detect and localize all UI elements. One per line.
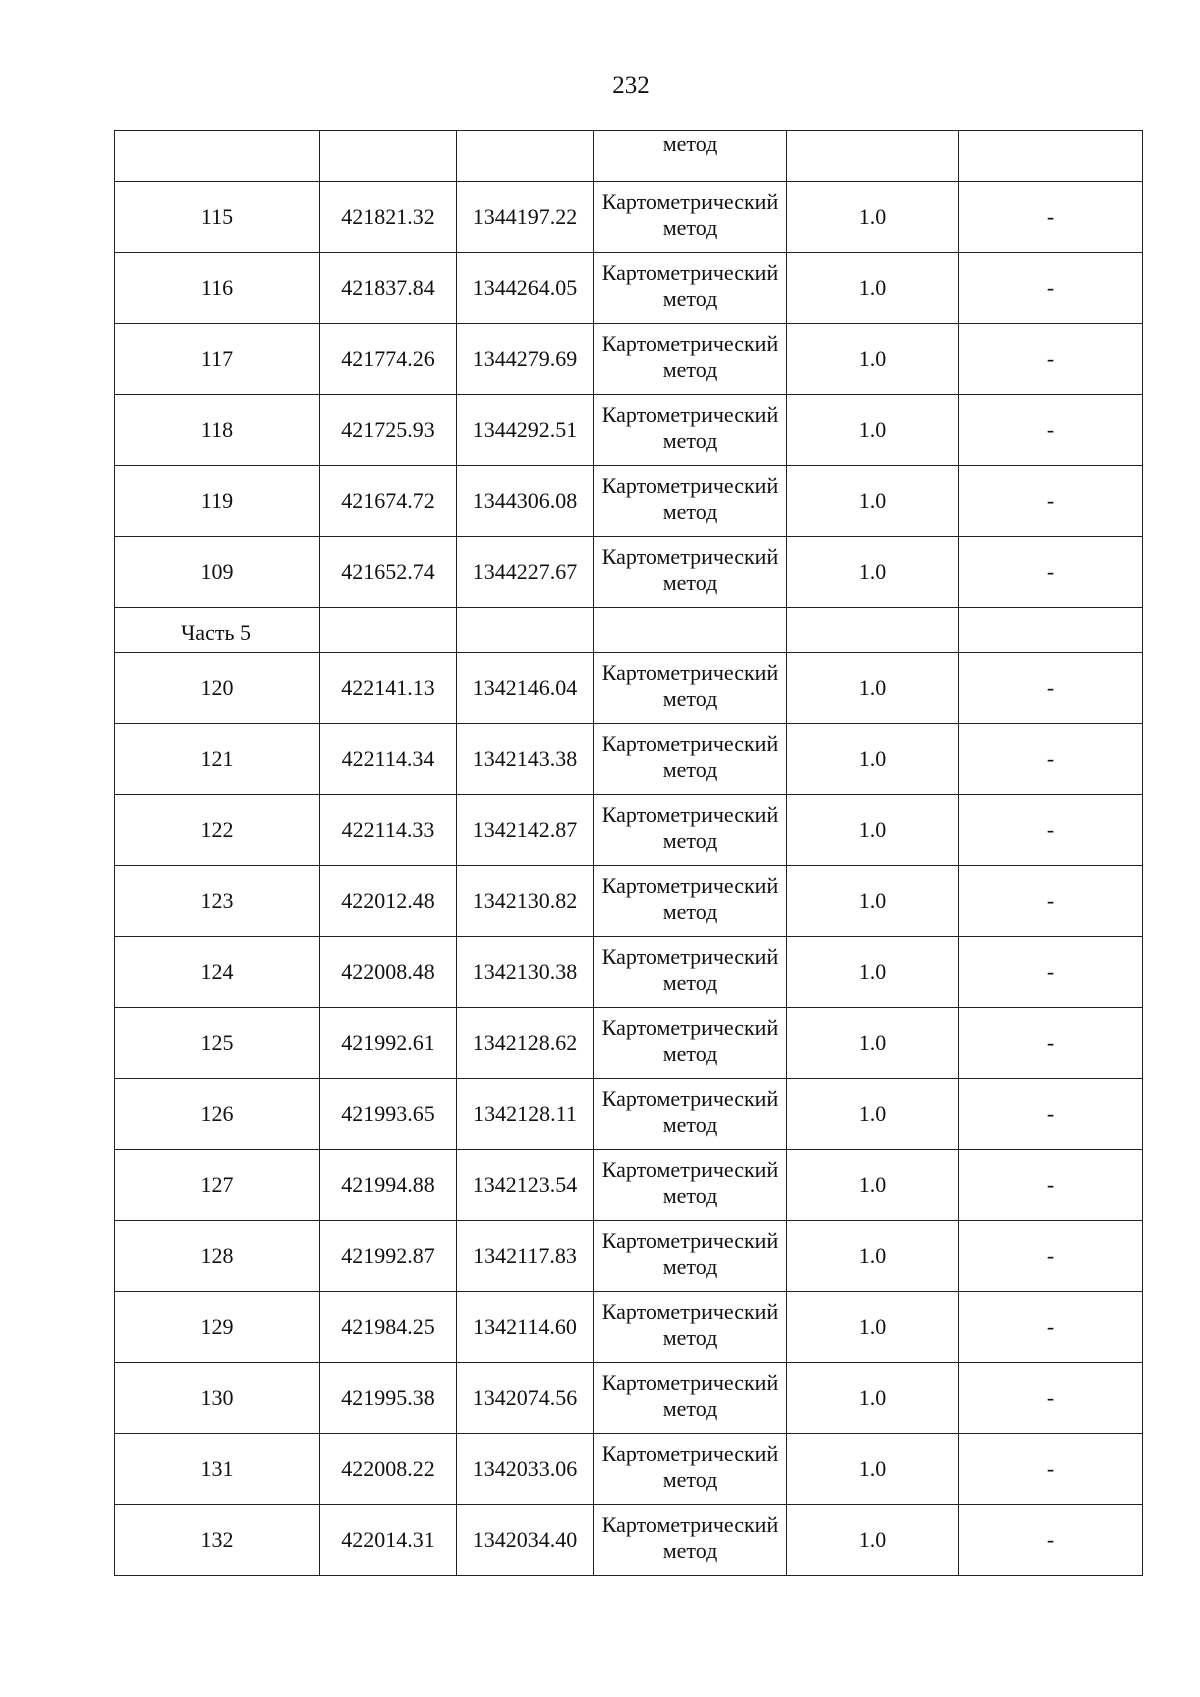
cell-accuracy: 1.0: [787, 1008, 959, 1079]
cell-description: -: [959, 537, 1143, 608]
table-row: [115, 1221, 1143, 1292]
cell-x: 421994.88: [320, 1150, 457, 1221]
cell-description: -: [959, 653, 1143, 724]
table-row: [115, 324, 1143, 395]
cell-point: 129: [115, 1292, 320, 1363]
cell-y: 1344227.67: [457, 537, 594, 608]
method-line-2: метод: [662, 757, 718, 782]
cell-accuracy: 1.0: [787, 395, 959, 466]
cell-description: -: [959, 1505, 1143, 1576]
cell-description: -: [959, 253, 1143, 324]
cell-method: [594, 395, 787, 466]
table-row: [115, 1150, 1143, 1221]
cell-method: [594, 1008, 787, 1079]
cell-point: 121: [115, 724, 320, 795]
method-line-1: Картометрический: [601, 1370, 779, 1395]
method-line-1: Картометрический: [601, 1015, 779, 1040]
cell-point: 127: [115, 1150, 320, 1221]
cell-accuracy: 1.0: [787, 253, 959, 324]
cell-y: 1342130.38: [457, 937, 594, 1008]
cell-x: 422114.33: [320, 795, 457, 866]
cell-x: 422141.13: [320, 653, 457, 724]
cell-y: 1342034.40: [457, 1505, 594, 1576]
cell-y: [457, 131, 594, 182]
cell-point: 128: [115, 1221, 320, 1292]
cell-x: [320, 131, 457, 182]
cell-x: 421774.26: [320, 324, 457, 395]
method-line-1: Картометрический: [601, 1086, 779, 1111]
cell-y: 1344197.22: [457, 182, 594, 253]
cell-method: [594, 1221, 787, 1292]
cell-point: 132: [115, 1505, 320, 1576]
method-line-1: Картометрический: [601, 944, 779, 969]
method-line-1: Картометрический: [601, 1228, 779, 1253]
cell-method: [594, 937, 787, 1008]
method-line-2: метод: [662, 1325, 718, 1350]
table-row: [115, 395, 1143, 466]
cell-description: -: [959, 866, 1143, 937]
cell-point: [115, 131, 320, 182]
method-line-1: Картометрический: [601, 260, 779, 285]
cell-y: 1342123.54: [457, 1150, 594, 1221]
cell-method: [594, 608, 787, 653]
cell-description: -: [959, 1292, 1143, 1363]
method-line-2: метод: [662, 1112, 718, 1137]
cell-y: [457, 608, 594, 653]
table-row: [115, 253, 1143, 324]
cell-description: -: [959, 395, 1143, 466]
table-row: [115, 653, 1143, 724]
cell-description: [959, 131, 1143, 182]
cell-y: 1344264.05: [457, 253, 594, 324]
cell-accuracy: 1.0: [787, 1079, 959, 1150]
cell-point: 120: [115, 653, 320, 724]
table-row: [115, 724, 1143, 795]
cell-method: [594, 724, 787, 795]
cell-point: 130: [115, 1363, 320, 1434]
table-row: [115, 1079, 1143, 1150]
cell-accuracy: 1.0: [787, 1434, 959, 1505]
cell-method: [594, 1363, 787, 1434]
coordinates-table-body: [115, 131, 1143, 1576]
method-line-1: Картометрический: [601, 731, 779, 756]
cell-x: 422008.22: [320, 1434, 457, 1505]
method-line-1: Картометрический: [601, 660, 779, 685]
cell-accuracy: 1.0: [787, 866, 959, 937]
cell-x: 421725.93: [320, 395, 457, 466]
cell-accuracy: 1.0: [787, 1363, 959, 1434]
method-line-2: метод: [662, 1538, 718, 1563]
cell-description: -: [959, 1221, 1143, 1292]
cell-accuracy: 1.0: [787, 795, 959, 866]
table-row: [115, 1008, 1143, 1079]
method-line-1: Картометрический: [601, 802, 779, 827]
cell-y: 1342146.04: [457, 653, 594, 724]
cell-method: [594, 653, 787, 724]
cell-point: 123: [115, 866, 320, 937]
cell-description: [959, 608, 1143, 653]
cell-accuracy: [787, 608, 959, 653]
cell-description: -: [959, 724, 1143, 795]
cell-point: 116: [115, 253, 320, 324]
cell-point: 131: [115, 1434, 320, 1505]
cell-x: 422114.34: [320, 724, 457, 795]
method-line-2: метод: [662, 970, 718, 995]
method-line-2: метод: [662, 286, 718, 311]
method-line-2: метод: [662, 1041, 718, 1066]
table-row: [115, 466, 1143, 537]
cell-x: 422008.48: [320, 937, 457, 1008]
table-row: [115, 1434, 1143, 1505]
method-line-2: метод: [662, 570, 718, 595]
method-line-1: Картометрический: [601, 473, 779, 498]
cell-accuracy: 1.0: [787, 1505, 959, 1576]
cell-point: 119: [115, 466, 320, 537]
cell-x: 421652.74: [320, 537, 457, 608]
cell-y: 1344292.51: [457, 395, 594, 466]
table-row: [115, 1292, 1143, 1363]
cell-method: [594, 866, 787, 937]
method-line-1: Картометрический: [601, 331, 779, 356]
method-line-1: Картометрический: [601, 1157, 779, 1182]
cell-y: 1344279.69: [457, 324, 594, 395]
cell-method: [594, 1150, 787, 1221]
method-line-1: Картометрический: [601, 873, 779, 898]
method-line-1: Картометрический: [601, 189, 779, 214]
cell-point: 109: [115, 537, 320, 608]
method-line-2: метод: [662, 499, 718, 524]
part-header-row: [115, 608, 1143, 653]
cell-y: 1342117.83: [457, 1221, 594, 1292]
method-line-2: метод: [662, 828, 718, 853]
cell-accuracy: 1.0: [787, 937, 959, 1008]
cell-x: 422014.31: [320, 1505, 457, 1576]
method-line-2: метод: [662, 1183, 718, 1208]
cell-accuracy: 1.0: [787, 1292, 959, 1363]
cell-description: -: [959, 1150, 1143, 1221]
cell-x: [320, 608, 457, 653]
cell-x: 421984.25: [320, 1292, 457, 1363]
cell-method: метод: [594, 131, 787, 182]
cell-x: 421674.72: [320, 466, 457, 537]
cell-method: [594, 1505, 787, 1576]
cell-description: -: [959, 324, 1143, 395]
method-line-1: Картометрический: [601, 402, 779, 427]
cell-description: -: [959, 795, 1143, 866]
cell-description: -: [959, 182, 1143, 253]
cell-point: 117: [115, 324, 320, 395]
cell-x: 421821.32: [320, 182, 457, 253]
part-label: Часть 5: [115, 608, 320, 653]
cell-method: [594, 253, 787, 324]
method-line-1: Картометрический: [601, 1299, 779, 1324]
table-row: [115, 537, 1143, 608]
cell-point: 118: [115, 395, 320, 466]
method-line-2: метод: [662, 357, 718, 382]
cell-x: 421837.84: [320, 253, 457, 324]
cell-accuracy: [787, 131, 959, 182]
cell-y: 1342114.60: [457, 1292, 594, 1363]
method-line-2: метод: [662, 899, 718, 924]
cell-point: 124: [115, 937, 320, 1008]
cell-method: [594, 537, 787, 608]
cell-accuracy: 1.0: [787, 324, 959, 395]
cell-accuracy: 1.0: [787, 1150, 959, 1221]
cell-method: [594, 182, 787, 253]
cell-accuracy: 1.0: [787, 724, 959, 795]
cell-method: [594, 1079, 787, 1150]
cell-x: 421992.87: [320, 1221, 457, 1292]
continuation-row: [115, 131, 1143, 182]
table-row: [115, 1505, 1143, 1576]
page-number: 232: [612, 72, 650, 99]
cell-y: 1342143.38: [457, 724, 594, 795]
cell-description: -: [959, 937, 1143, 1008]
table-row: [115, 937, 1143, 1008]
cell-description: -: [959, 1434, 1143, 1505]
cell-y: 1342142.87: [457, 795, 594, 866]
cell-x: 422012.48: [320, 866, 457, 937]
coordinates-table: [114, 130, 1143, 1576]
table-row: [115, 182, 1143, 253]
cell-method: [594, 1434, 787, 1505]
method-line-1: Картометрический: [601, 544, 779, 569]
cell-accuracy: 1.0: [787, 182, 959, 253]
cell-description: -: [959, 1363, 1143, 1434]
cell-point: 122: [115, 795, 320, 866]
method-line-2: метод: [662, 1254, 718, 1279]
cell-description: -: [959, 1008, 1143, 1079]
cell-method: [594, 1292, 787, 1363]
method-line-2: метод: [662, 1467, 718, 1492]
cell-y: 1342128.11: [457, 1079, 594, 1150]
cell-y: 1342074.56: [457, 1363, 594, 1434]
cell-point: 125: [115, 1008, 320, 1079]
cell-x: 421992.61: [320, 1008, 457, 1079]
table-row: [115, 1363, 1143, 1434]
cell-method: [594, 795, 787, 866]
cell-point: 115: [115, 182, 320, 253]
cell-accuracy: 1.0: [787, 1221, 959, 1292]
cell-description: -: [959, 466, 1143, 537]
cell-accuracy: 1.0: [787, 537, 959, 608]
cell-y: 1344306.08: [457, 466, 594, 537]
method-line-2: метод: [662, 686, 718, 711]
method-line-2: метод: [662, 428, 718, 453]
cell-accuracy: 1.0: [787, 653, 959, 724]
method-line-2: метод: [662, 1396, 718, 1421]
method-line-1: Картометрический: [601, 1512, 779, 1537]
cell-method: [594, 324, 787, 395]
cell-x: 421993.65: [320, 1079, 457, 1150]
cell-point: 126: [115, 1079, 320, 1150]
cell-accuracy: 1.0: [787, 466, 959, 537]
table-row: [115, 866, 1143, 937]
cell-y: 1342128.62: [457, 1008, 594, 1079]
table-row: [115, 795, 1143, 866]
cell-method: [594, 466, 787, 537]
cell-y: 1342130.82: [457, 866, 594, 937]
cell-description: -: [959, 1079, 1143, 1150]
cell-y: 1342033.06: [457, 1434, 594, 1505]
cell-x: 421995.38: [320, 1363, 457, 1434]
method-line-2: метод: [662, 215, 718, 240]
method-line-1: Картометрический: [601, 1441, 779, 1466]
